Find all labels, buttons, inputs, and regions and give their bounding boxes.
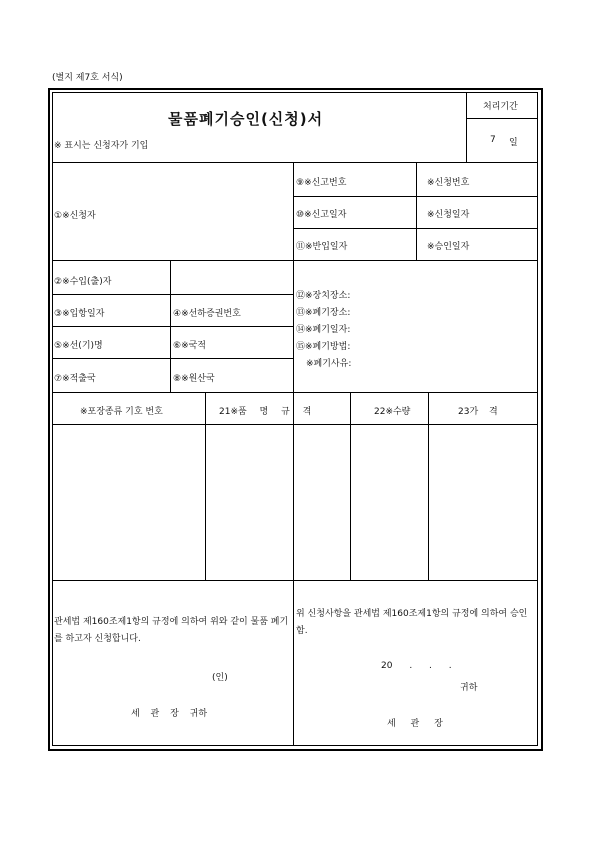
approve-date-label: ※승인일자 <box>427 242 470 252</box>
processing-divider <box>466 92 467 162</box>
line-after-f3 <box>52 326 293 327</box>
line-after-applicant <box>52 260 538 261</box>
line-after-f9 <box>293 196 537 197</box>
origin-country-label: ⑧※원산국 <box>173 374 215 384</box>
storage-place-label: ⑫※장치장소: <box>296 291 351 301</box>
page-title: 물품폐기승인(신청)서 <box>168 110 324 128</box>
table-col-divider-2 <box>350 392 351 580</box>
form-number-note: (별지 제7호 서식) <box>52 73 123 83</box>
processing-label: 처리기간 <box>483 102 518 112</box>
right-sub-divider <box>416 162 417 260</box>
report-no-label: ⑨※신고번호 <box>296 178 347 188</box>
apply-date-label: ※신청일자 <box>427 210 470 220</box>
table-header-price: 23가 격 <box>458 407 498 417</box>
seal-mark: (인) <box>212 673 228 683</box>
subtitle-note: ※ 표시는 신청자가 기입 <box>54 141 149 151</box>
application-statement: 관세법 제160조제1항의 규정에 의하여 위와 같이 물품 폐기를 하고자 신청합니다. <box>54 617 289 644</box>
disposal-place-label: ⑬※폐기장소: <box>296 308 351 318</box>
border-right <box>541 88 543 751</box>
entry-date-label: ⑪※반입일자 <box>296 242 348 252</box>
bottom-divider <box>293 580 294 746</box>
table-bottom-line <box>52 580 538 581</box>
table-header-bottom <box>52 424 538 425</box>
line-after-f10 <box>293 228 537 229</box>
title-bottom-line <box>52 162 538 163</box>
border-bottom <box>48 749 543 751</box>
nationality-label: ⑥※국적 <box>173 341 206 351</box>
inner-border-right <box>537 92 538 746</box>
customs-signer: 세 관 장 <box>387 719 443 729</box>
shipping-country-label: ⑦※적출국 <box>54 374 96 384</box>
applicant-label: ①※신청자 <box>54 211 96 221</box>
table-header-package: ※포장종류 기호 번호 <box>80 407 163 417</box>
processing-unit: 일 <box>509 138 518 148</box>
border-top <box>48 88 543 90</box>
line-after-f5 <box>52 358 293 359</box>
report-date-label: ⑩※신고일자 <box>296 210 347 220</box>
processing-mid-line <box>466 118 537 119</box>
approval-statement: 위 신청사항을 관세법 제160조제1항의 규정에 의하여 승인함. <box>296 609 528 636</box>
line-after-f2 <box>52 294 293 295</box>
importer-label: ②※수입(출)자 <box>54 277 112 287</box>
arrival-date-label: ③※입항일자 <box>54 309 105 319</box>
table-header-quantity: 22※수량 <box>374 407 411 417</box>
border-left <box>48 88 50 751</box>
table-col-divider-1 <box>205 392 206 580</box>
bill-of-lading-label: ④※선하증권번호 <box>173 309 241 319</box>
line-before-table <box>52 392 538 393</box>
disposal-date-label: ⑭※폐기일자: <box>296 325 351 335</box>
table-col-divider-3 <box>428 392 429 580</box>
approval-date: 20 . . . <box>381 661 452 671</box>
apply-no-label: ※신청번호 <box>427 178 470 188</box>
main-vertical-divider <box>293 162 294 582</box>
customs-addressee: 세 관 장 귀하 <box>131 709 208 719</box>
disposal-reason-label: ※폐기사유: <box>306 359 352 369</box>
vessel-name-label: ⑤※선(기)명 <box>54 341 103 351</box>
table-header-item: 21※품 명 규 격 <box>219 407 312 417</box>
disposal-method-label: ⑮※폐기방법: <box>296 342 351 352</box>
inner-border-left <box>52 92 53 746</box>
inner-border-bottom <box>52 745 538 746</box>
approval-to: 귀하 <box>460 683 478 693</box>
processing-value: 7 <box>490 135 496 145</box>
